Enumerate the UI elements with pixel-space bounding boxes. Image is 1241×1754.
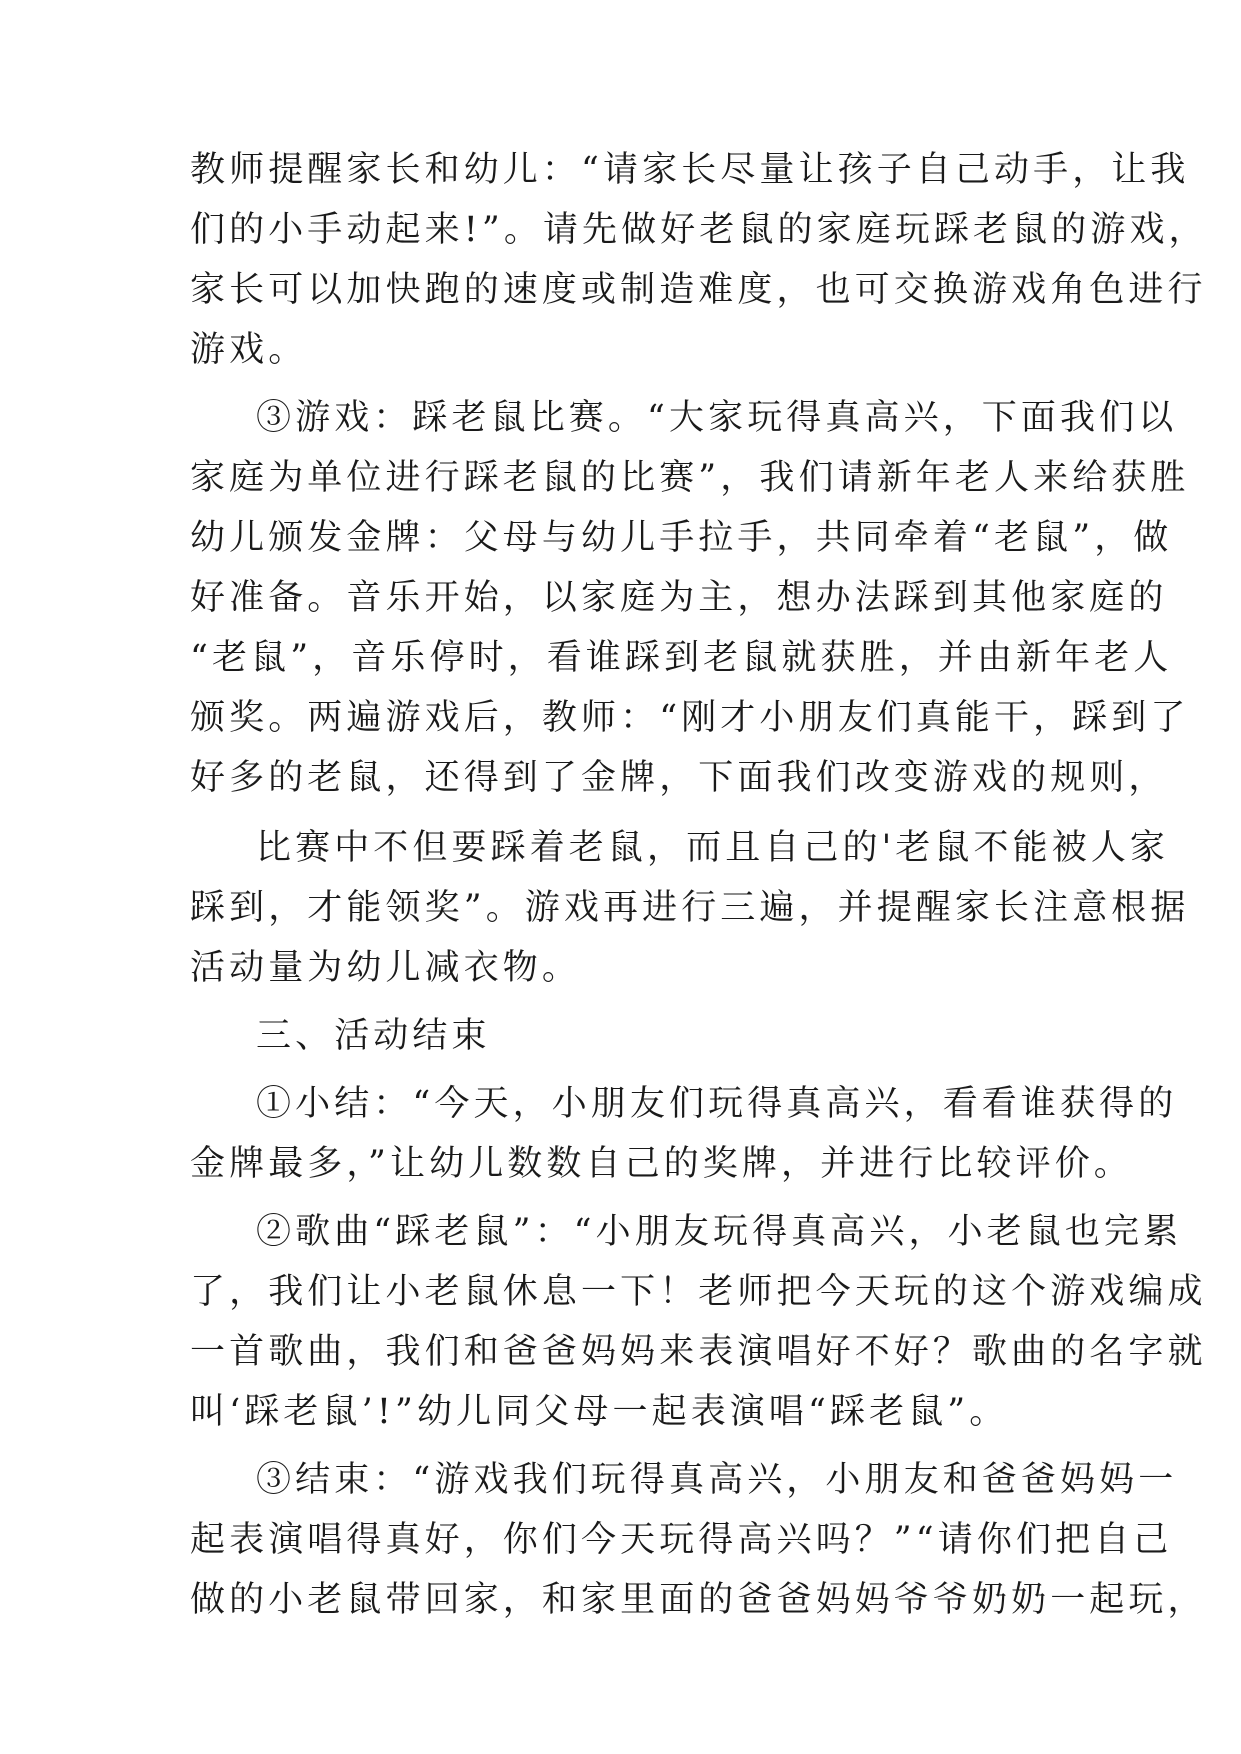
text-line: 颁奖。两遍游戏后，教师：“刚才小朋友们真能干，踩到了 — [190, 698, 1190, 738]
text-line: 好多的老鼠，还得到了金牌，下面我们改变游戏的规则， — [190, 758, 1168, 798]
text-line: 活动量为幼儿减衣物。 — [190, 948, 582, 988]
text-line: 家庭为单位进行踩老鼠的比赛”，我们请新年老人来给获胜 — [190, 458, 1190, 498]
text-line: 教师提醒家长和幼儿：“请家长尽量让孩子自己动手，让我 — [190, 150, 1190, 190]
text-line: 了，我们让小老鼠休息一下！老师把今天玩的这个游戏编成 — [190, 1272, 1207, 1312]
text-line: 游戏。 — [190, 330, 308, 370]
paragraph-start-line: ③游戏：踩老鼠比赛。“大家玩得真高兴，下面我们以 — [256, 398, 1178, 438]
text-line: 家长可以加快跑的速度或制造难度，也可交换游戏角色进行 — [190, 270, 1207, 310]
text-line: 金牌最多，”让幼儿数数自己的奖牌，并进行比较评价。 — [190, 1144, 1133, 1184]
paragraph-start-line: 比赛中不但要踩着老鼠，而且自己的'老鼠不能被人家 — [256, 828, 1170, 868]
text-line: 起表演唱得真好，你们今天玩得高兴吗？”“请你们把自己 — [190, 1520, 1173, 1560]
paragraph-start-line: ③结束：“游戏我们玩得真高兴，小朋友和爸爸妈妈一 — [256, 1460, 1178, 1500]
text-line: 们的小手动起来!”。请先做好老鼠的家庭玩踩老鼠的游戏， — [190, 210, 1208, 250]
text-line: 做的小老鼠带回家，和家里面的爸爸妈妈爷爷奶奶一起玩， — [190, 1580, 1207, 1620]
text-line: “老鼠”，音乐停时，看谁踩到老鼠就获胜，并由新年老人 — [190, 638, 1173, 678]
text-line: 好准备。音乐开始，以家庭为主，想办法踩到其他家庭的 — [190, 578, 1168, 618]
paragraph-start-line: ②歌曲“踩老鼠”：“小朋友玩得真高兴，小老鼠也完累 — [256, 1212, 1183, 1252]
text-line: 踩到，才能领奖”。游戏再进行三遍，并提醒家长注意根据 — [190, 888, 1190, 928]
section-heading: 三、活动结束 — [256, 1016, 491, 1056]
text-line: 叫‘踩老鼠’!”幼儿同父母一起表演唱“踩老鼠”。 — [190, 1392, 1009, 1432]
paragraph-start-line: ①小结：“今天，小朋友们玩得真高兴，看看谁获得的 — [256, 1084, 1178, 1124]
text-line: 幼儿颁发金牌：父母与幼儿手拉手，共同牵着“老鼠”，做 — [190, 518, 1173, 558]
text-line: 一首歌曲，我们和爸爸妈妈来表演唱好不好？歌曲的名字就 — [190, 1332, 1207, 1372]
